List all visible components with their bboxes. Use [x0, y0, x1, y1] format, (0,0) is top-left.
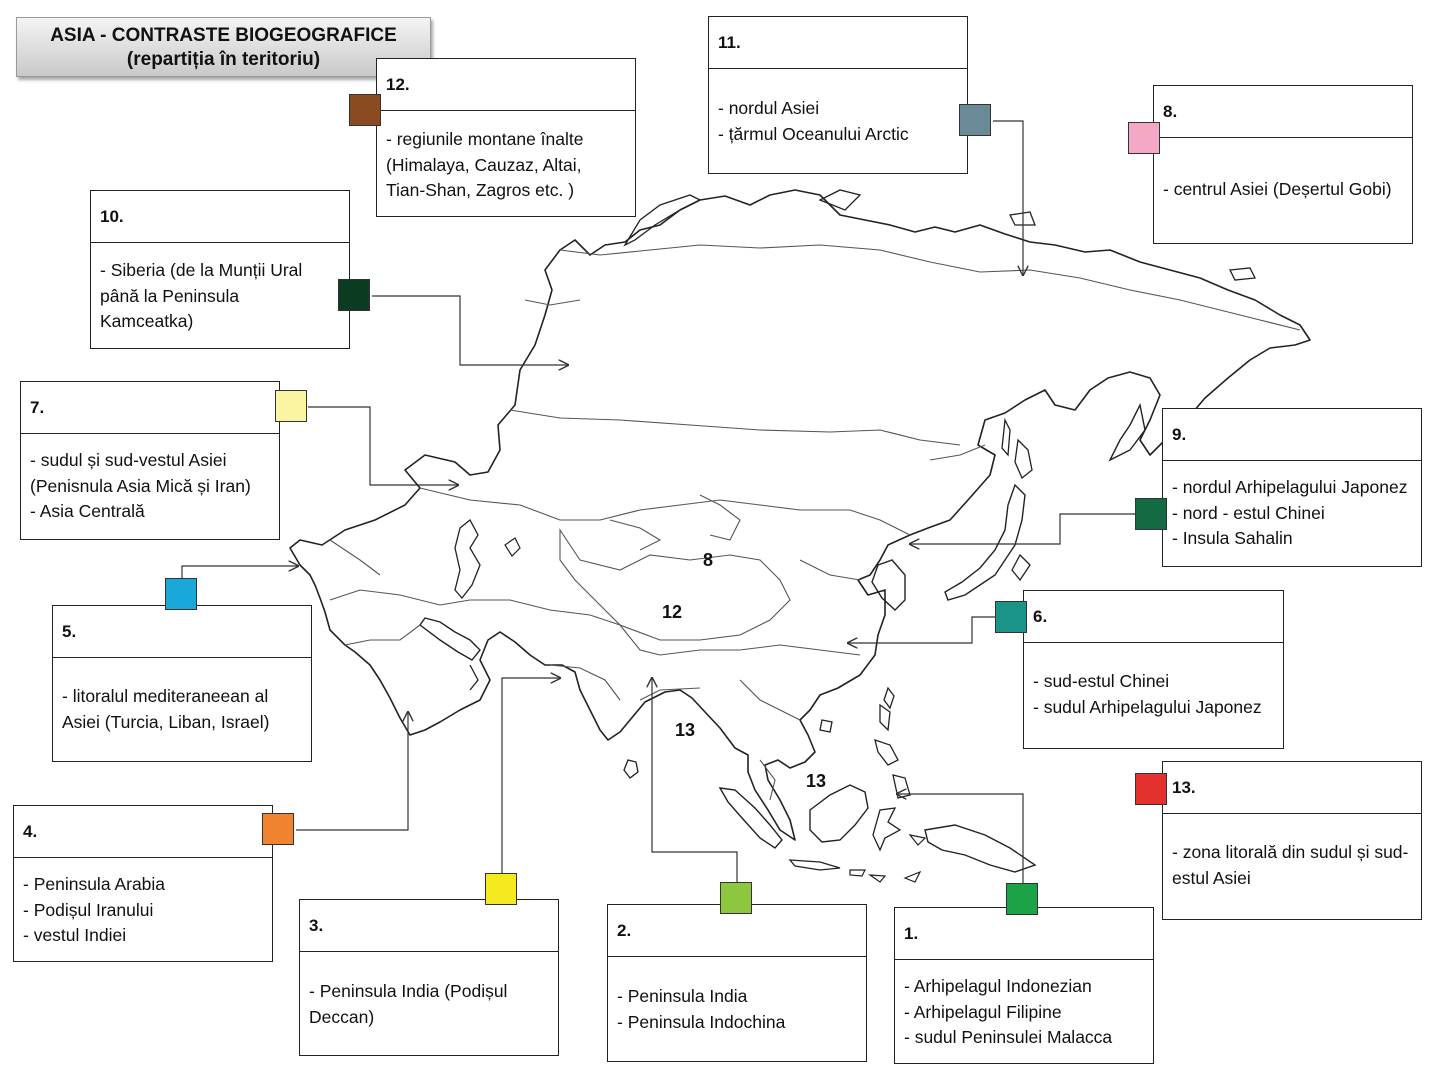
legend-number-10: 10.	[91, 191, 349, 243]
swatch-2	[720, 882, 752, 914]
legend-box-9	[1162, 408, 1422, 567]
legend-line: - Podișul Iranului	[23, 899, 154, 920]
legend-line: - nordul Arhipelagului Japonez	[1172, 477, 1408, 497]
legend-line: - litoralul mediteraneean al	[62, 686, 269, 706]
arrow-2	[652, 678, 737, 883]
swatch-6	[995, 601, 1027, 633]
legend-number-1: 1.	[895, 908, 1153, 960]
legend-line: - vestul Indiei	[23, 925, 127, 945]
legend-number-4: 4.	[14, 806, 272, 858]
legend-line: - Insula Sahalin	[1172, 528, 1293, 548]
swatch-1	[1006, 883, 1038, 915]
legend-number-12: 12.	[377, 59, 635, 111]
legend-box-4	[13, 805, 273, 962]
legend-number-8: 8.	[1154, 86, 1412, 138]
legend-box-7	[20, 381, 280, 540]
legend-line: - zona litorală din sudul și sud-	[1172, 842, 1409, 862]
swatch-5	[165, 578, 197, 610]
legend-box-10	[90, 190, 350, 349]
legend-box-5	[52, 605, 312, 762]
legend-number-11: 11.	[709, 17, 967, 69]
legend-line: - Peninsula India (Podișul	[309, 981, 508, 1001]
legend-box-3	[299, 899, 559, 1056]
legend-line: - sudul Arhipelagului Japonez	[1033, 696, 1262, 717]
legend-box-2	[607, 904, 867, 1062]
legend-line: - nord - estul Chinei	[1172, 502, 1325, 523]
arrow-1	[897, 794, 1023, 884]
legend-number-9: 9.	[1163, 409, 1421, 461]
legend-line: - sudul Peninsulei Malacca	[904, 1027, 1113, 1047]
swatch-12	[349, 94, 381, 126]
legend-number-7: 7.	[21, 382, 279, 434]
legend-line: (Himalaya, Cauzaz, Altai,	[386, 154, 582, 175]
swatch-11	[959, 104, 991, 136]
legend-line: - Peninsula Arabia	[23, 874, 166, 894]
legend-line: - regiunile montane înalte	[386, 129, 584, 149]
map-label-13-india: 13	[675, 720, 696, 740]
legend-line: - sudul și sud-vestul Asiei	[30, 450, 227, 470]
legend-line: Tian-Shan, Zagros etc. )	[386, 180, 575, 200]
legend-number-13: 13.	[1163, 762, 1421, 814]
legend-box-1	[894, 907, 1154, 1064]
map-label-13-indochina: 13	[806, 771, 827, 791]
legend-line: până la Peninsula	[100, 285, 240, 306]
legend-line: - Siberia (de la Munții Ural	[100, 260, 303, 280]
arrow-4	[296, 712, 408, 830]
arrow-3	[502, 678, 560, 873]
arrow-5	[182, 566, 298, 578]
legend-box-6	[1023, 590, 1284, 749]
map-label-8: 8	[703, 550, 714, 570]
legend-box-12	[376, 58, 636, 217]
title-banner	[16, 17, 431, 77]
legend-line: - sud-estul Chinei	[1033, 671, 1170, 691]
legend-box-13	[1162, 761, 1422, 920]
legend-number-3: 3.	[300, 900, 558, 952]
legend-line: (Penisnula Asia Mică și Iran)	[30, 475, 251, 496]
legend-box-8	[1153, 85, 1413, 244]
swatch-3	[485, 873, 517, 905]
legend-line: Asiei (Turcia, Liban, Israel)	[62, 711, 270, 732]
legend-line: - Peninsula India	[617, 986, 748, 1006]
legend-line: - Arhipelagul Indonezian	[904, 976, 1092, 996]
legend-line: - nordul Asiei	[718, 98, 820, 118]
legend-number-6: 6.	[1024, 591, 1283, 643]
legend-line: - Peninsula Indochina	[617, 1011, 786, 1032]
legend-line: estul Asiei	[1172, 867, 1251, 888]
swatch-7	[275, 390, 307, 422]
arrow-6	[848, 617, 995, 643]
swatch-8	[1128, 122, 1160, 154]
legend-number-5: 5.	[53, 606, 311, 658]
arrow-11	[993, 121, 1023, 275]
title-subtitle: (repartiția în teritoriu)	[126, 49, 321, 70]
legend-line: - centrul Asiei (Deșertul Gobi)	[1163, 179, 1392, 199]
legend-line: Kamceatka)	[100, 311, 194, 331]
map-label-12: 12	[662, 602, 683, 622]
arrow-7	[308, 407, 458, 485]
swatch-4	[262, 813, 294, 845]
legend-line: - Asia Centrală	[30, 501, 145, 521]
legend-line: - țărmul Oceanului Arctic	[718, 123, 909, 144]
swatch-10	[338, 279, 370, 311]
legend-box-11	[708, 16, 968, 174]
title-main: ASIA - CONTRASTE BIOGEOGRAFICE	[50, 25, 397, 46]
arrow-10	[372, 296, 568, 365]
legend-line: - Arhipelagul Filipine	[904, 1001, 1062, 1022]
legend-number-2: 2.	[608, 905, 866, 957]
swatch-13	[1135, 773, 1167, 805]
legend-line: Deccan)	[309, 1006, 375, 1027]
swatch-9	[1135, 498, 1167, 530]
